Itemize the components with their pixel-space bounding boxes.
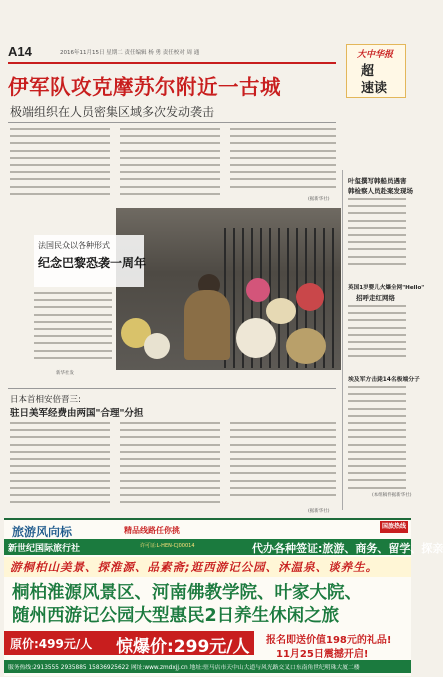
travel-advertisement <box>4 518 443 676</box>
brief-1-title-b: 韩检察人员赴案发现场 <box>348 187 413 195</box>
middle-headline: 驻日美军经费由两国"合理"分担 <box>10 408 144 419</box>
launch-date: 11月25日震撼开启! <box>276 649 369 660</box>
price-banner <box>4 631 254 655</box>
brief-3-title: 埃及军方击毙14名极端分子 <box>348 377 420 383</box>
ad-subtitle: 精品线路任你挑 <box>124 526 180 535</box>
middle-article-col-3 <box>230 422 336 501</box>
photo-caption-small: 法国民众以各种形式 <box>38 241 110 250</box>
gift-offer: 报名即送价值198元的礼品! <box>266 635 392 646</box>
ad-main-text <box>12 582 404 628</box>
ad-footer <box>4 660 411 673</box>
sale-price: 惊爆价:299元/人 <box>116 637 250 657</box>
middle-headline-small: 日本首相安倍晋三: <box>10 395 81 405</box>
agency-services: 代办各种签证:旅游、商务、留学、探亲 <box>252 542 443 555</box>
section-label-2: 速读 <box>361 81 388 96</box>
photo-person <box>184 290 230 360</box>
ad-main-line-1: 桐柏淮源风景区、河南佛教学院、叶家大院、 <box>12 583 362 603</box>
brief-1-title-a: 叶玺撰写韩船员遇害 <box>348 177 407 185</box>
ad-tag: 国旅热线 <box>380 521 408 533</box>
ad-main-line-2: 随州西游记公园大型惠民2日养生休闲之旅 <box>12 606 340 626</box>
lead-subheadline: 极端组织在人员密集区域多次发动袭击 <box>10 105 215 119</box>
brief-3-text <box>348 386 406 494</box>
ad-slogan: 游桐柏山美景、探淮源、品素斋;逛西游记公园、沐温泉、谈养生。 <box>10 560 379 574</box>
ad-contact-info: 服务热线:2913555 2935885 15836925622 网址:www.zmdxjj.cn 地址:驻马店市天中山大道与风光路交叉口东南角世纪明珠大厦二楼 <box>8 665 360 671</box>
ad-title: 旅游风向标 <box>12 525 73 539</box>
lead-credit: (据新华社) <box>308 197 330 202</box>
lead-article-col-3 <box>230 128 336 193</box>
divider <box>8 122 336 123</box>
page-header <box>8 44 336 64</box>
agency-name: 新世纪国际旅行社 <box>8 544 81 554</box>
ad-agency-bar <box>4 539 443 555</box>
brief-2-text <box>348 305 406 363</box>
ad-slogan-bar <box>4 557 411 577</box>
section-label-1: 超 <box>361 64 375 79</box>
brief-2-title-a: 英国1岁婴儿火爆全网"Hello" <box>348 285 425 291</box>
photo-credit: 新华社发 <box>56 371 74 376</box>
divider <box>8 388 336 389</box>
brief-1-text <box>348 198 406 270</box>
briefs-credit: (本组稿件据新华社) <box>372 493 412 498</box>
original-price: 原价:499元/人 <box>10 637 93 651</box>
middle-article-col-2 <box>120 422 220 508</box>
photo-caption-large: 纪念巴黎恐袭一周年 <box>38 256 147 270</box>
lead-article-col-2 <box>120 128 220 200</box>
section-logo <box>346 44 406 98</box>
middle-credit: (据新华社) <box>308 509 330 514</box>
middle-article-col-1 <box>10 422 110 508</box>
brief-2-title-b: 招呼走红网络 <box>356 294 395 302</box>
news-photo <box>116 208 341 370</box>
agency-license: 许可证:L-HEN-CJ00014 <box>140 543 195 549</box>
lead-article-col-1 <box>10 128 110 200</box>
page-number: A14 <box>8 44 32 59</box>
lead-headline: 伊军队攻克摩苏尔附近一古城 <box>8 75 281 99</box>
brand-name: 大中华报 <box>357 50 394 60</box>
dateline: 2016年11月15日 星期二 责任编辑 杨 勇 责任校对 周 通 <box>60 50 200 56</box>
photo-article-text <box>34 292 112 364</box>
column-divider <box>342 170 343 510</box>
